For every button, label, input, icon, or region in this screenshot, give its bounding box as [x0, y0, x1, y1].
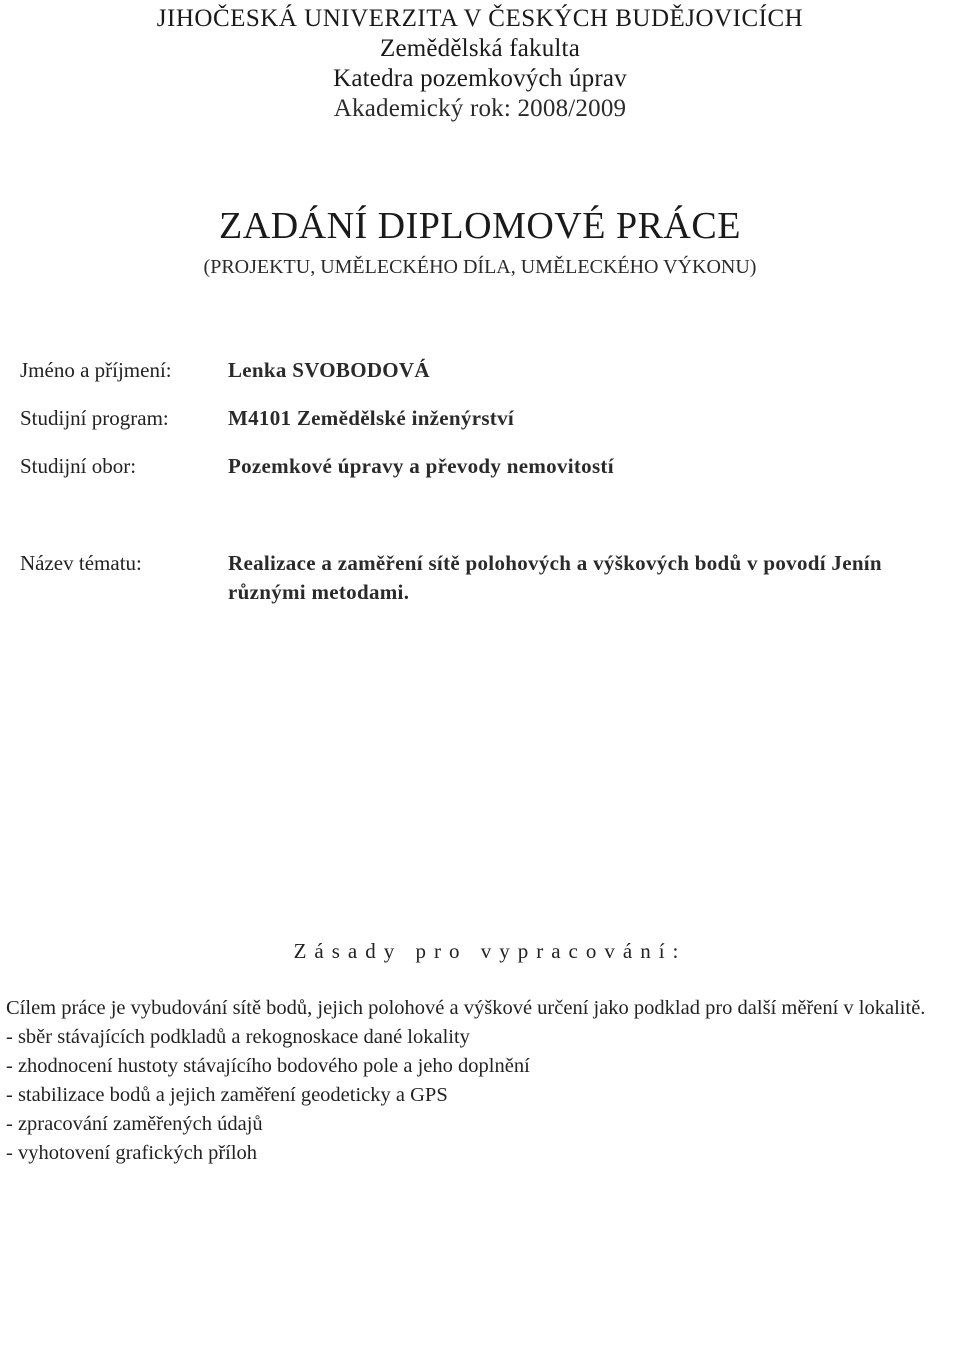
study-specialization: Pozemkové úpravy a převody nemovitostí — [228, 454, 614, 478]
faculty-name: Zemědělská fakulta — [379, 35, 581, 62]
field-row-specialization — [20, 452, 940, 500]
topic-row — [20, 549, 940, 607]
principles-intro: Cílem práce je vybudování sítě bodů, jejich polohové a výškové určení jako podklad pro další měření v lokalitě. — [6, 997, 926, 1019]
principles-body — [6, 994, 936, 1168]
topic-label: Název tématu: — [20, 551, 142, 575]
academic-year: Akademický rok: 2008/2009 — [333, 95, 627, 122]
document-subtitle: (PROJEKTU, UMĚLECKÉHO DÍLA, UMĚLECKÉHO VÝKONU) — [203, 256, 757, 278]
university-name: JIHOČESKÁ UNIVERZITA V ČESKÝCH BUDĚJOVICÍCH — [156, 5, 804, 32]
principles-list — [6, 1023, 936, 1168]
document-header — [0, 4, 960, 124]
list-item: - stabilizace bodů a jejich zaměření geodeticky a GPS — [6, 1084, 448, 1106]
document-title: ZADÁNÍ DIPLOMOVÉ PRÁCE — [219, 205, 741, 247]
student-fields — [20, 356, 940, 500]
topic-title: Realizace a zaměření sítě polohových a výškových bodů v povodí Jenín různými metodami. — [228, 551, 882, 604]
study-program: M4101 Zemědělské inženýrství — [228, 406, 515, 430]
field-row-name — [20, 356, 940, 404]
list-item: - zhodnocení hustoty stávajícího bodového pole a jeho doplnění — [6, 1055, 530, 1077]
list-item: - zpracování zaměřených údajů — [6, 1113, 263, 1135]
student-name: Lenka SVOBODOVÁ — [228, 358, 430, 382]
field-label: Jméno a příjmení: — [20, 358, 172, 382]
field-label: Studijní obor: — [20, 454, 137, 478]
list-item: - sběr stávajících podkladů a rekognoskace dané lokality — [6, 1026, 470, 1048]
department-name: Katedra pozemkových úprav — [333, 65, 627, 92]
title-block — [0, 204, 960, 280]
field-row-program — [20, 404, 940, 452]
list-item: - vyhotovení grafických příloh — [6, 1142, 258, 1164]
field-label: Studijní program: — [20, 406, 169, 430]
principles-heading: Zásady pro vypracování: — [293, 939, 687, 963]
